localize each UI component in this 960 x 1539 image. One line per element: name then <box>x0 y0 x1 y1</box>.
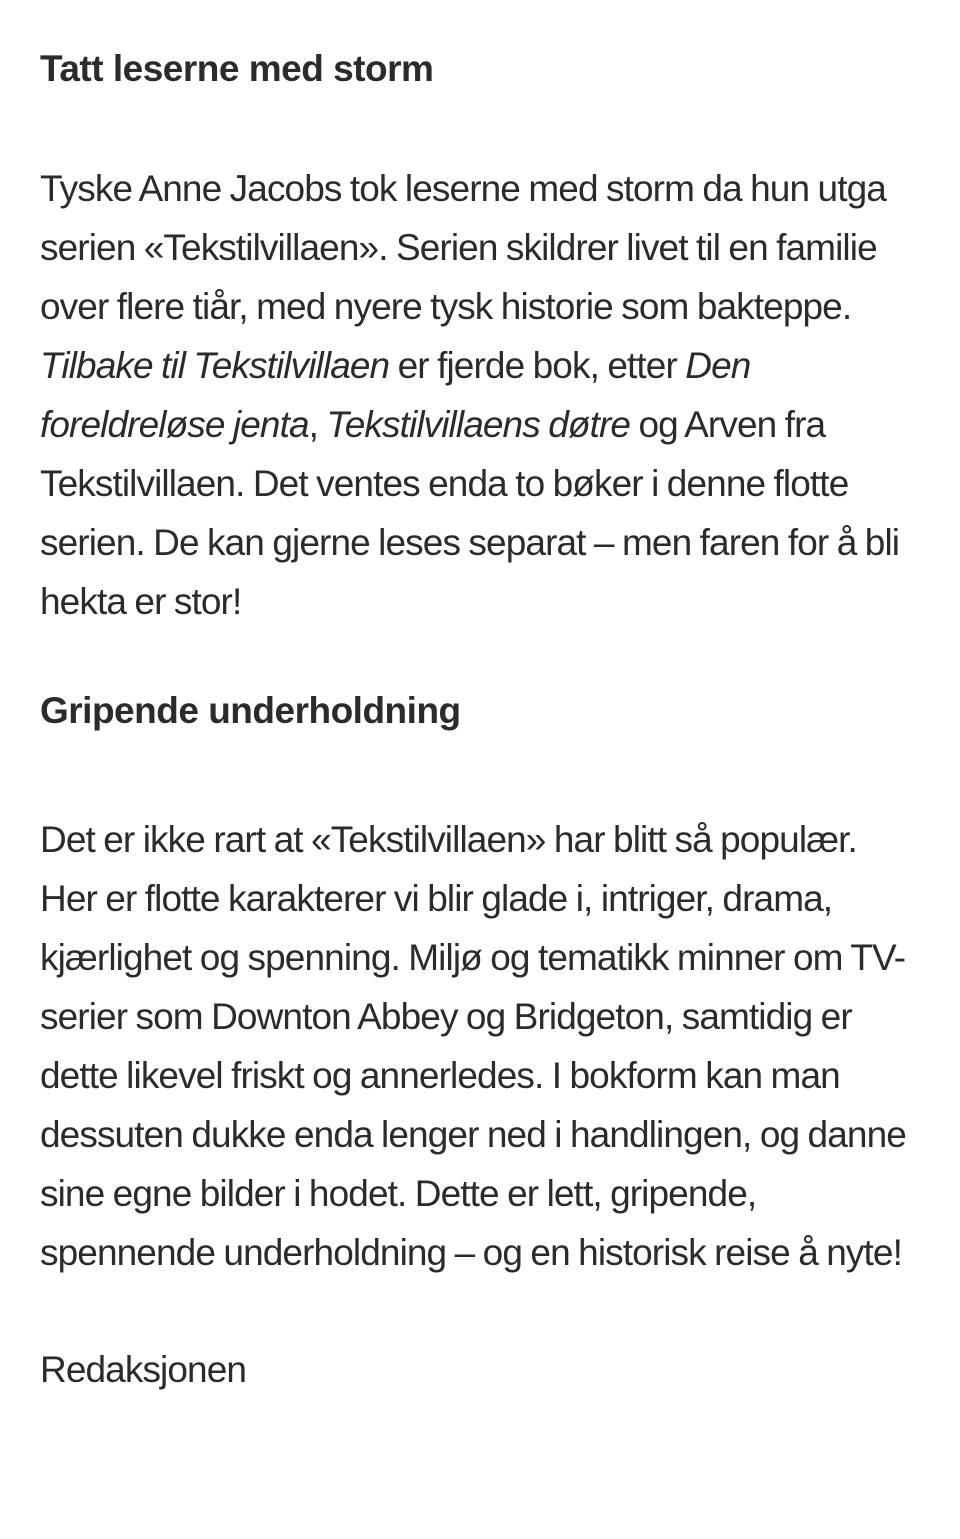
section-heading-entertainment: Gripende underholdning <box>40 690 461 731</box>
section-paragraph-entertainment: Det er ikke rart at «Tekstilvillaen» har blitt så populær. Her er flotte karakterer vi blir glade i, intriger, drama, kjærlighet og spenning. Miljø og tematikk minner om TV-serier som Downton Abbey og Bridgeton, samtidig er dette likevel friskt og annerledes. I bokform kan man dessuten dukke enda lenger ned i handlingen, og danne sine egne bilder i hodet. Dette er lett, gripende, spennende underholdning – og en historisk reise å nyte! <box>40 819 906 1273</box>
book-title-italic: Tilbake til Tekstilvillaen <box>40 345 390 386</box>
section-heading-storm: Tatt leserne med storm <box>40 48 434 89</box>
section-paragraph-storm <box>40 94 920 631</box>
signature: Redaksjonen <box>40 1349 247 1390</box>
book-title-italic: Tekstilvillaens døtre <box>326 404 631 445</box>
text-run: er fjerde bok, etter <box>389 345 686 386</box>
text-run: , <box>308 404 327 445</box>
text-run: og Arven fra Tekstilvillaen. Det ventes enda to bøker i denne flotte serien. De kan gjerne leses separat – men faren for å bli hekta er stor! <box>40 404 900 622</box>
book-title-italic: Den foreldreløse jenta <box>40 345 751 445</box>
text-run: Tyske Anne Jacobs tok leserne med storm da hun utga serien «Tekstilvillaen». Serien skildrer livet til en familie over flere tiår, med nyere tysk historie som bakteppe. <box>40 168 886 327</box>
